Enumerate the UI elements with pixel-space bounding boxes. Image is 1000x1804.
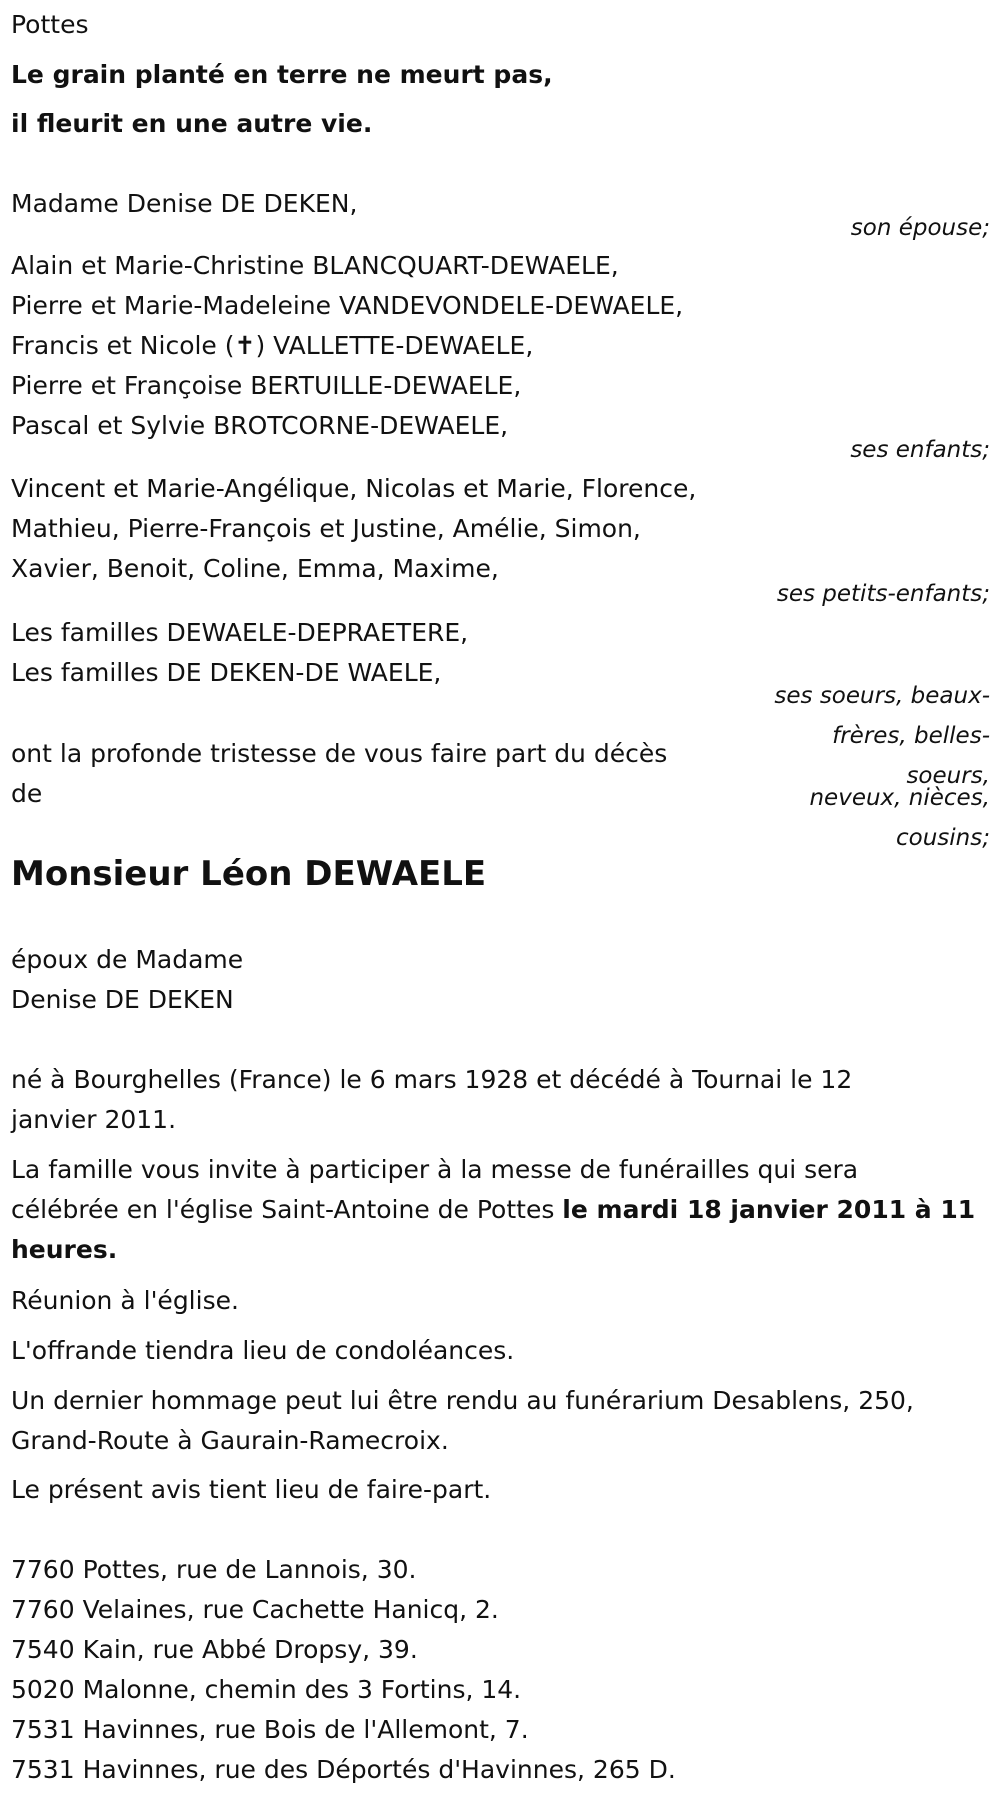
funeral-line-1: La famille vous invite à participer à la messe de funérailles qui sera	[11, 1155, 859, 1184]
grandchildren-list	[11, 469, 696, 589]
address-list	[11, 1550, 676, 1790]
town-name: Pottes	[11, 10, 89, 39]
address-line: 7531 Havinnes, rue Bois de l'Allemont, 7.	[11, 1715, 529, 1744]
funeral-invitation	[11, 1150, 975, 1270]
address-line: 7531 Havinnes, rue des Déportés d'Havinnes, 265 D.	[11, 1755, 676, 1784]
tribute-info	[11, 1381, 914, 1461]
address-line: 7540 Kain, rue Abbé Dropsy, 39.	[11, 1635, 418, 1664]
grandchildren-line: Xavier, Benoit, Coline, Emma, Maxime,	[11, 554, 499, 583]
funeral-church: célébrée en l'église Saint-Antoine de Pottes	[11, 1195, 563, 1224]
deceased-spouse	[11, 940, 243, 1020]
child-entry: Alain et Marie-Christine BLANCQUART-DEWAELE,	[11, 251, 619, 280]
child-entry: Pierre et Marie-Madeleine VANDEVONDELE-DEWAELE,	[11, 291, 684, 320]
funeral-line-2	[11, 1190, 975, 1230]
announcement-text	[11, 734, 667, 814]
grandchildren-relation: ses petits-enfants;	[776, 581, 990, 607]
siblings-relation-line: frères, belles-	[832, 723, 990, 749]
nephews-relation	[730, 778, 990, 858]
address-line: 5020 Malonne, chemin des 3 Fortins, 14.	[11, 1675, 522, 1704]
birth-death-line: janvier 2011.	[11, 1105, 177, 1134]
children-list	[11, 246, 683, 446]
spouse-name: Madame Denise DE DEKEN,	[11, 189, 358, 218]
tribute-line: Un dernier hommage peut lui être rendu au funérarium Desablens, 250,	[11, 1386, 914, 1415]
child-entry: Francis et Nicole (✝) VALLETTE-DEWAELE,	[11, 331, 534, 360]
announcement-line: ont la profonde tristesse de vous faire part du décès	[11, 739, 668, 768]
birth-death-line: né à Bourghelles (France) le 6 mars 1928 et décédé à Tournai le 12	[11, 1065, 853, 1094]
grandchildren-line: Mathieu, Pierre-François et Justine, Amélie, Simon,	[11, 514, 641, 543]
birth-death-info	[11, 1060, 852, 1140]
child-entry: Pascal et Sylvie BROTCORNE-DEWAELE,	[11, 411, 509, 440]
spouse-relation: son épouse;	[850, 215, 990, 241]
siblings-relation-line: soeurs,	[906, 763, 990, 789]
offering-info: L'offrande tiendra lieu de condoléances.	[11, 1336, 515, 1365]
address-line: 7760 Velaines, rue Cachette Hanicq, 2.	[11, 1595, 499, 1624]
grandchildren-line: Vincent et Marie-Angélique, Nicolas et Marie, Florence,	[11, 474, 697, 503]
nephews-relation-line: neveux, nièces,	[809, 785, 990, 811]
siblings-relation-line: ses soeurs, beaux-	[774, 683, 990, 709]
families-list	[11, 613, 468, 693]
notice-text: Le présent avis tient lieu de faire-part.	[11, 1475, 492, 1504]
family-line: Les familles DE DEKEN-DE WAELE,	[11, 658, 442, 687]
deceased-spouse-line: Denise DE DEKEN	[11, 985, 234, 1014]
epitaph-line-1: Le grain planté en terre ne meurt pas,	[11, 60, 553, 89]
child-entry: Pierre et Françoise BERTUILLE-DEWAELE,	[11, 371, 522, 400]
tribute-line: Grand-Route à Gaurain-Ramecroix.	[11, 1426, 449, 1455]
family-line: Les familles DEWAELE-DEPRAETERE,	[11, 618, 469, 647]
announcement-line: de	[11, 779, 43, 808]
funeral-line-3: heures.	[11, 1235, 118, 1264]
deceased-spouse-line: époux de Madame	[11, 945, 244, 974]
deceased-name: Monsieur Léon DEWAELE	[11, 854, 487, 894]
funeral-datetime: le mardi 18 janvier 2011 à 11	[562, 1195, 976, 1224]
meeting-info: Réunion à l'église.	[11, 1286, 239, 1315]
children-relation: ses enfants;	[850, 437, 990, 463]
nephews-relation-line: cousins;	[896, 825, 990, 851]
address-line: 7760 Pottes, rue de Lannois, 30.	[11, 1555, 417, 1584]
epitaph-line-2: il fleurit en une autre vie.	[11, 109, 373, 138]
